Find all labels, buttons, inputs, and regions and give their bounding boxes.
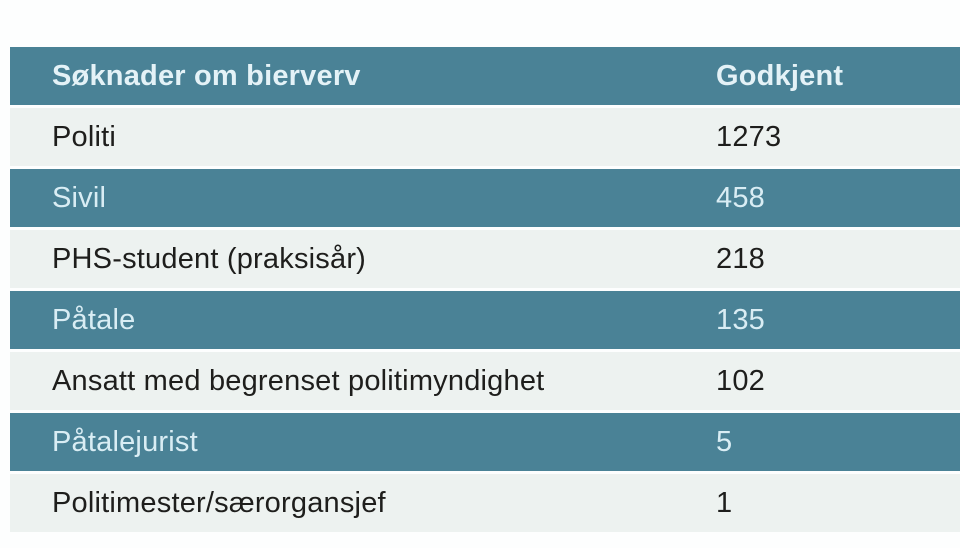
column-header-applications: Søknader om bierverv xyxy=(52,59,361,92)
row-value: 458 xyxy=(716,181,765,214)
table-row xyxy=(10,108,960,166)
column-header-approved: Godkjent xyxy=(716,59,844,92)
table-row xyxy=(10,413,960,471)
row-value: 102 xyxy=(716,364,765,397)
bierverv-table xyxy=(10,47,960,535)
table-row xyxy=(10,474,960,532)
row-value: 218 xyxy=(716,242,765,275)
table-row xyxy=(10,230,960,288)
table-row xyxy=(10,352,960,410)
row-value: 1 xyxy=(716,486,733,519)
row-value: 5 xyxy=(716,425,733,458)
table-header-row xyxy=(10,47,960,105)
row-label: Sivil xyxy=(52,181,107,214)
row-value: 135 xyxy=(716,303,765,336)
row-label: Politimester/særorgansjef xyxy=(52,486,386,519)
row-label: Politi xyxy=(52,120,117,153)
row-label: Påtale xyxy=(52,303,136,336)
row-label: Ansatt med begrenset politimyndighet xyxy=(52,364,545,397)
row-label: PHS-student (praksisår) xyxy=(52,242,367,275)
table-row xyxy=(10,291,960,349)
row-label: Påtalejurist xyxy=(52,425,198,458)
row-value: 1273 xyxy=(716,120,782,153)
table-row xyxy=(10,169,960,227)
